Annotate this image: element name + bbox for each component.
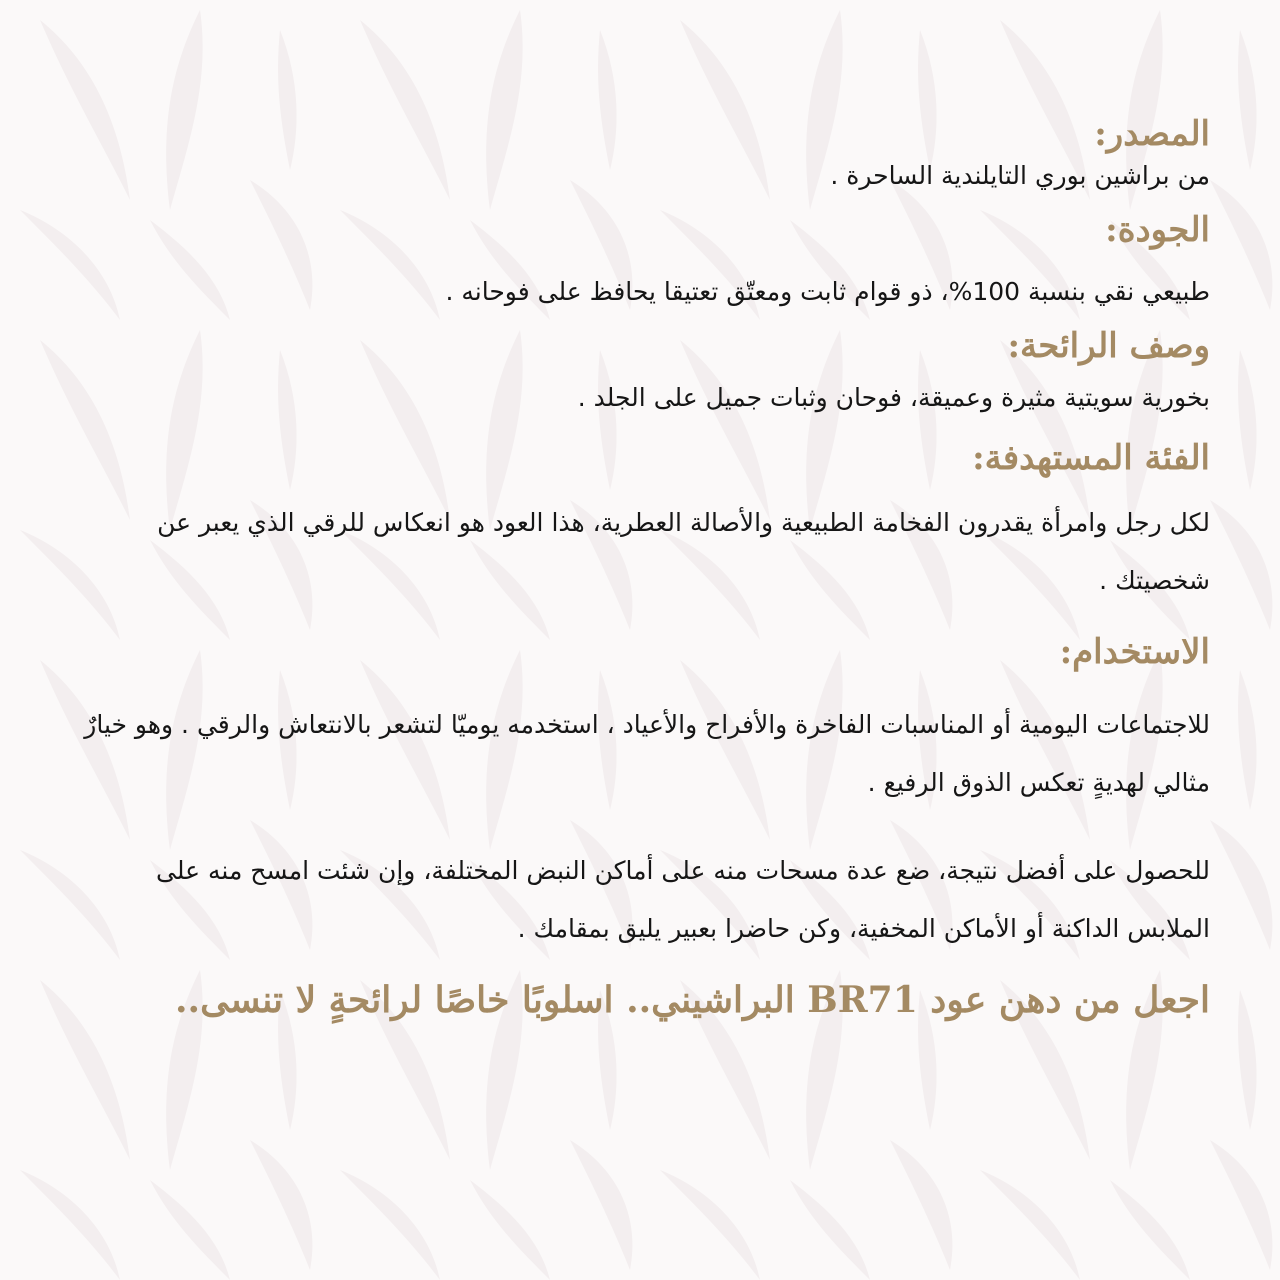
- product-description: [70, 108, 1210, 1066]
- usage-text: للاجتماعات اليومية أو المناسبات الفاخرة والأفراح والأعياد ، استخدمه يوميّا لتشعر بالانتعاش والرقي . وهو خيارٌ مثالي لهديةٍ تعكس الذوق الرفيع .: [84, 710, 1210, 797]
- quality-section: [70, 204, 1210, 314]
- quality-heading: الجودة:: [1105, 210, 1210, 250]
- target-text: لكل رجل وامرأة يقدرون الفخامة الطبيعية والأصالة العطرية، هذا العود هو انعكاس للرقي الذي يعبر عن شخصيتك .: [157, 508, 1210, 595]
- source-heading: المصدر:: [1094, 114, 1210, 154]
- tip-text: للحصول على أفضل نتيجة، ضع عدة مسحات منه على أماكن النبض المختلفة، وإن شئت امسح منه على الملابس الداكنة أو الأماكن المخفية، وكن حاضرا بعبير يليق بمقامك .: [156, 856, 1210, 943]
- source-text: من براشين بوري التايلندية الساحرة .: [830, 161, 1210, 190]
- quality-text: طبيعي نقي بنسبة 100%، ذو قوام ثابت ومعتّق تعتيقا يحافظ على فوحانه .: [445, 277, 1210, 306]
- scent-text: بخورية سويتية مثيرة وعميقة، فوحان وثبات جميل على الجلد .: [577, 383, 1210, 412]
- usage-heading: الاستخدام:: [1059, 632, 1210, 672]
- source-section: [70, 108, 1210, 198]
- scent-section: [70, 320, 1210, 420]
- closing-slogan: اجعل من دهن عود BR71 البراشيني.. اسلوبًا خاصًا لرائحةٍ لا تنسى..: [175, 979, 1210, 1021]
- scent-heading: وصف الرائحة:: [1007, 326, 1210, 366]
- target-heading: الفئة المستهدفة:: [972, 438, 1210, 478]
- tip-section: [70, 842, 1210, 958]
- target-section: [70, 432, 1210, 610]
- usage-section: [70, 626, 1210, 812]
